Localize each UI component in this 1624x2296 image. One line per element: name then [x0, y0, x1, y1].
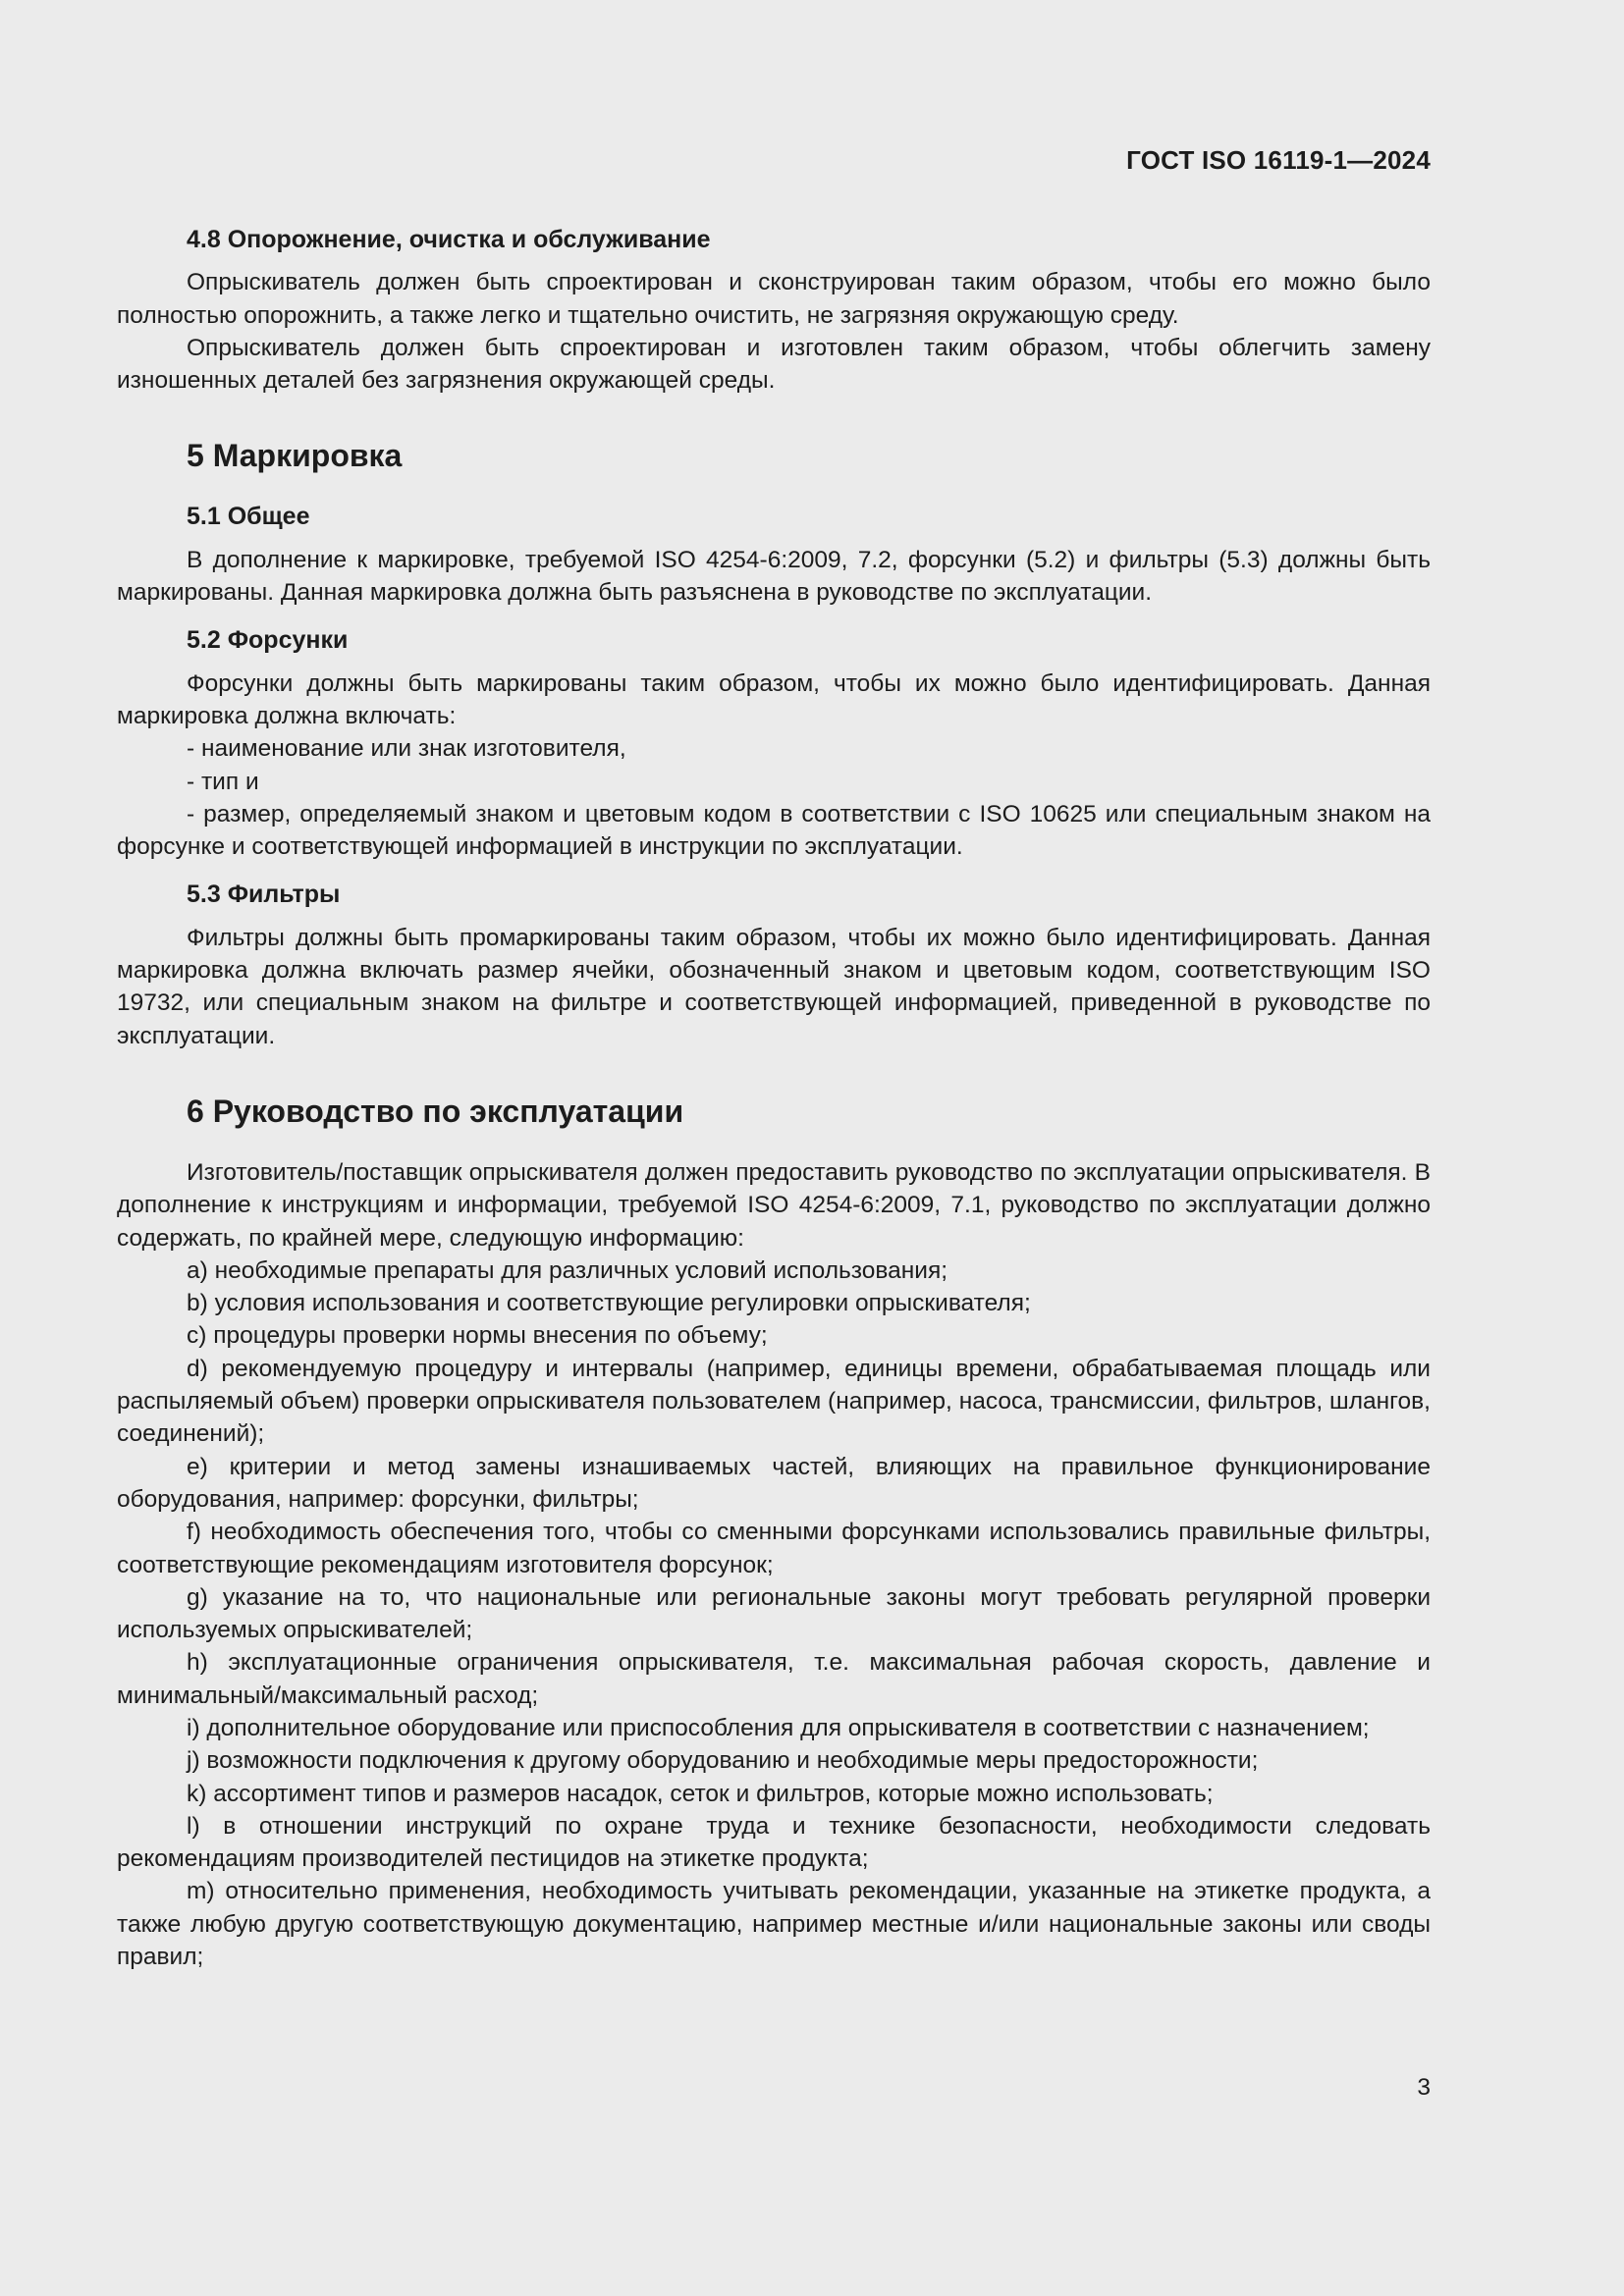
list-item: m) относительно применения, необходимость учитывать рекомендации, указанные на этикетке продукта, а также любую другую соответствующую документацию, например местные и/или национальные законы или своды правил; [117, 1878, 1431, 1971]
section-5-title: 5 Маркировка [187, 438, 403, 474]
list-item: j) возможности подключения к другому оборудованию и необходимые меры предосторожности; [187, 1747, 1259, 1775]
list-item: - наименование или знак изготовителя, [187, 735, 626, 763]
document-id: ГОСТ ISO 16119-1—2024 [1126, 145, 1431, 175]
list-item: k) ассортимент типов и размеров насадок, сеток и фильтров, которые можно использовать; [187, 1780, 1214, 1807]
list-item: c) процедуры проверки нормы внесения по объему; [187, 1322, 768, 1350]
paragraph: Форсунки должны быть маркированы таким образом, чтобы их можно было идентифицировать. Данная маркировка должна включать: [117, 669, 1431, 729]
section-5-3-title: 5.3 Фильтры [187, 881, 341, 909]
list-item: a) необходимые препараты для различных условий использования; [187, 1256, 948, 1284]
page-number: 3 [1417, 2074, 1431, 2101]
list-item: g) указание на то, что национальные или региональные законы могут требовать регулярной проверки используемых опрыскивателей; [117, 1583, 1431, 1644]
list-item: h) эксплуатационные ограничения опрыскивателя, т.е. максимальная рабочая скорость, давление и минимальный/максимальный расход; [117, 1649, 1431, 1709]
list-item: - тип и [187, 768, 259, 795]
list-item: b) условия использования и соответствующие регулировки опрыскивателя; [187, 1290, 1031, 1317]
page-body [117, 224, 1431, 1973]
paragraph: В дополнение к маркировке, требуемой ISO 4254-6:2009, 7.2, форсунки (5.2) и фильтры (5.3) должны быть маркированы. Данная маркировка должна быть разъяснена в руководстве по эксплуатации. [117, 546, 1431, 607]
paragraph: Фильтры должны быть промаркированы таким образом, чтобы их можно было идентифицировать. Данная маркировка должна включать размер ячейки, обозначенный знаком и цветовым кодом, соответствующим ISO 19732, или специальным знаком на фильтре и соответствующей информацией, приведенной в руководстве по эксплуатации. [117, 924, 1431, 1049]
list-item: l) в отношении инструкций по охране труда и технике безопасности, необходимости следовать рекомендациям производителей пестицидов на этикетке продукта; [117, 1812, 1431, 1873]
section-6-title: 6 Руководство по эксплуатации [187, 1093, 684, 1129]
list-item: d) рекомендуемую процедуру и интервалы (например, единицы времени, обрабатываемая площадь или распыляемый объем) проверки опрыскивателя пользователем (например, насоса, трансмиссии, фильтров, шлангов, соединений); [117, 1355, 1431, 1448]
list-item: e) критерии и метод замены изнашиваемых частей, влияющих на правильное функционирование оборудования, например: форсунки, фильтры; [117, 1453, 1431, 1513]
list-item: f) необходимость обеспечения того, чтобы со сменными форсунками использовались правильные фильтры, соответствующие рекомендациям изготовителя форсунок; [117, 1519, 1431, 1578]
section-5-1-title: 5.1 Общее [187, 503, 310, 531]
list-item: - размер, определяемый знаком и цветовым кодом в соответствии с ISO 10625 или специальным знаком на форсунке и соответствующей информацией в инструкции по эксплуатации. [117, 800, 1431, 861]
paragraph: Изготовитель/поставщик опрыскивателя должен предоставить руководство по эксплуатации опрыскивателя. В дополнение к инструкциям и информации, требуемой ISO 4254-6:2009, 7.1, руководство по эксплуатации должно содержать, по крайней мере, следующую информацию: [117, 1158, 1431, 1252]
list-item: i) дополнительное оборудование или приспособления для опрыскивателя в соответствии с назначением; [187, 1714, 1370, 1741]
section-5-2-title: 5.2 Форсунки [187, 626, 349, 655]
paragraph: Опрыскиватель должен быть спроектирован и изготовлен таким образом, чтобы облегчить замену изношенных деталей без загрязнения окружающей среды. [117, 334, 1431, 395]
section-4-8-title: 4.8 Опорожнение, очистка и обслуживание [187, 226, 711, 253]
paragraph: Опрыскиватель должен быть спроектирован и сконструирован таким образом, чтобы его можно было полностью опорожнить, а также легко и тщательно очистить, не загрязняя окружающую среду. [117, 269, 1431, 329]
